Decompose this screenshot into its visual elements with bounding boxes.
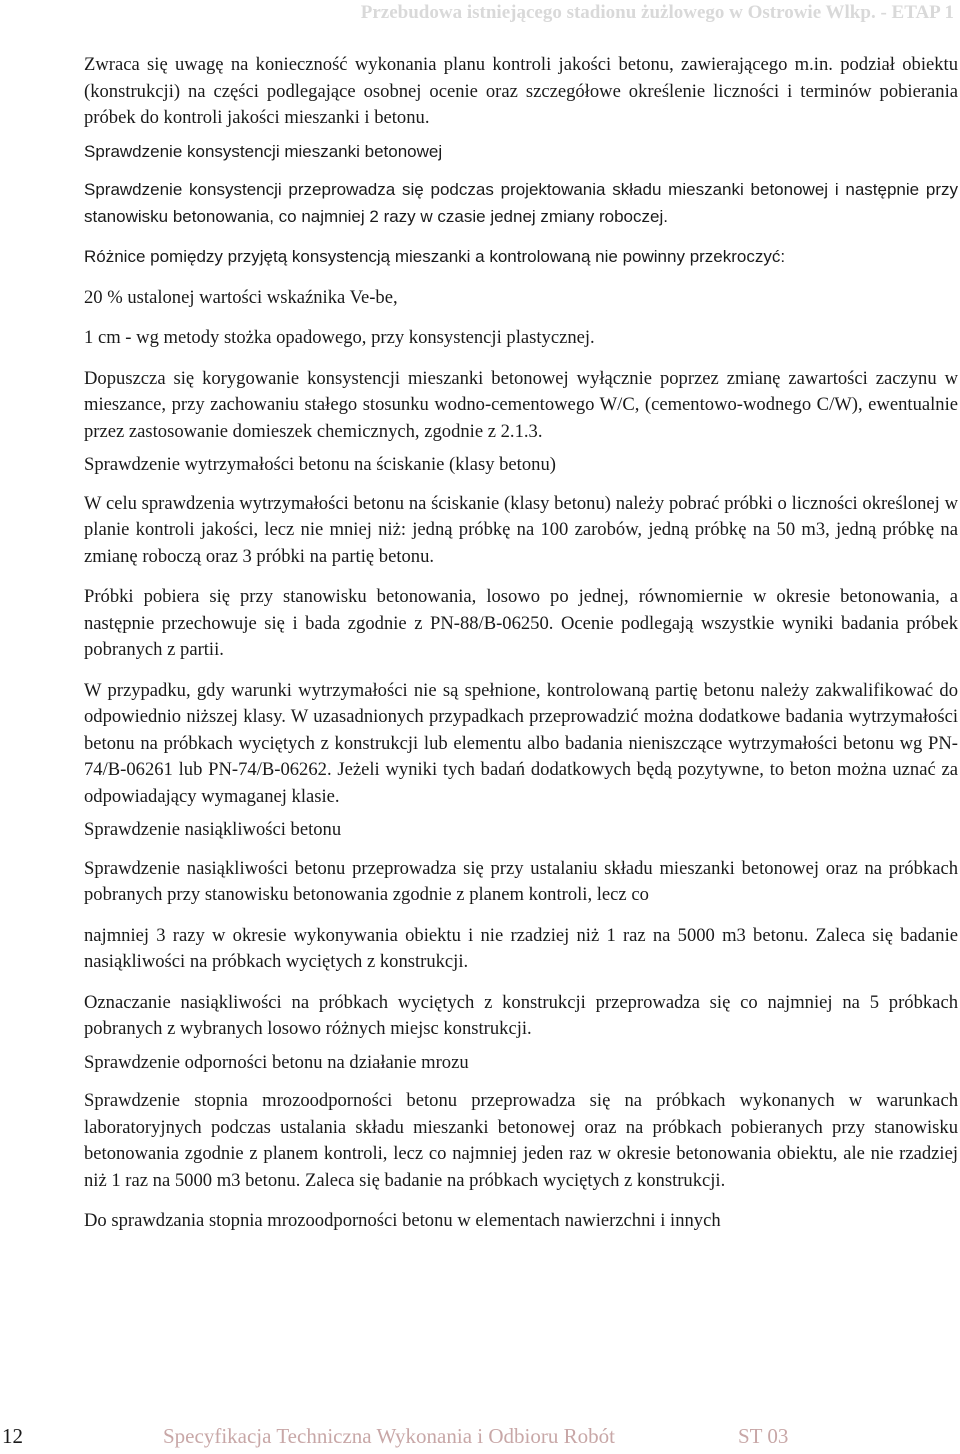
paragraph: 1 cm - wg metody stożka opadowego, przy konsystencji plastycznej. (84, 327, 595, 348)
section-heading: Sprawdzenie wytrzymałości betonu na ściskanie (klasy betonu) (84, 454, 556, 475)
running-header: Przebudowa istniejącego stadionu żużlowego w Ostrowie Wlkp. - ETAP 1 (360, 2, 954, 23)
section-heading: Sprawdzenie konsystencji mieszanki betonowej (84, 141, 443, 161)
paragraph: Sprawdzenie konsystencji przeprowadza się podczas projektowania składu mieszanki betonowej i następnie przy stanowisku betonowania, co najmniej 2 razy w czasie jednej zmiany roboczej. (84, 180, 958, 226)
paragraph: W przypadku, gdy warunki wytrzymałości nie są spełnione, kontrolowaną partię betonu należy zakwalifikować do odpowiednio niższej klasy. W uzasadnionych przypadkach przeprowadzić można dodatkowe badania wytrzymałości betonu na próbkach wyciętych z konstrukcji lub elementu albo badania nieniszczące wytrzymałości betonu wg PN-74/B-06261 lub PN-74/B-06262. Jeżeli wyniki tych badań dodatkowych będą pozytywne, to beton można uznać za odpowiadający wymaganej klasie. (84, 679, 958, 807)
paragraph: Próbki pobiera się przy stanowisku betonowania, losowo po jednej, równomiernie w okresie betonowania, a następnie przechowuje się i bada zgodnie z PN-88/B-06250. Ocenie podlegają wszystkie wyniki badania próbek pobranych z partii. (84, 586, 958, 660)
paragraph: najmniej 3 razy w okresie wykonywania obiektu i nie rzadziej niż 1 raz na 5000 m3 betonu. Zaleca się badanie nasiąkliwości na próbkach wyciętych z konstrukcji. (84, 924, 958, 972)
paragraph: Różnice pomiędzy przyjętą konsystencją mieszanki a kontrolowaną nie powinny przekroczyć: (84, 247, 786, 266)
section-heading: Sprawdzenie odporności betonu na działanie mrozu (84, 1051, 469, 1073)
paragraph: W celu sprawdzenia wytrzymałości betonu na ściskanie (klasy betonu) należy pobrać próbki o liczności określonej w planie kontroli jakości, lecz nie mniej niż: jedną próbkę na 100 zarobów, jedną próbkę na 50 m3, jedną próbkę na zmianę roboczą oraz 3 próbki na partię betonu. (84, 492, 958, 567)
paragraph: Oznaczanie nasiąkliwości na próbkach wyciętych z konstrukcji przeprowadza się co najmniej na 5 próbkach pobranych z wybranych losowo różnych miejsc konstrukcji. (84, 991, 958, 1039)
footer-document-title: Specyfikacja Techniczna Wykonania i Odbioru Robót (163, 1424, 615, 1448)
paragraph: Sprawdzenie nasiąkliwości betonu przeprowadza się przy ustalaniu składu mieszanki betonowej oraz na próbkach pobranych przy stanowisku betonowania zgodnie z planem kontroli, lecz co (84, 857, 958, 905)
section-heading: Sprawdzenie nasiąkliwości betonu (84, 819, 342, 840)
paragraph: 20 % ustalonej wartości wskaźnika Ve-be, (84, 286, 398, 308)
paragraph: Sprawdzenie stopnia mrozoodporności betonu przeprowadza się na próbkach wykonanych w warunkach laboratoryjnych podczas ustalania składu mieszanki betonowej oraz na próbkach pobieranych przy stanowisku betonowania zgodnie z planem kontroli, lecz co najmniej jeden raz w okresie betonowania obiektu, ale nie rzadziej niż 1 raz na 5000 m3 betonu. Zaleca się badanie na próbkach wyciętych z konstrukcji. (84, 1090, 958, 1191)
footer-document-code: ST 03 (738, 1424, 789, 1448)
page-number: 12 (2, 1424, 23, 1448)
paragraph: Zwraca się uwagę na konieczność wykonania planu kontroli jakości betonu, zawierającego m.in. podział obiektu (konstrukcji) na części podlegające osobnej ocenie oraz szczegółowe określenie liczności i terminów pobierania próbek do kontroli jakości mieszanki i betonu. (84, 54, 958, 128)
paragraph: Do sprawdzania stopnia mrozoodporności betonu w elementach nawierzchni i innych (84, 1210, 721, 1231)
document-body (84, 52, 958, 1235)
paragraph: Dopuszcza się korygowanie konsystencji mieszanki betonowej wyłącznie poprzez zmianę zawartości zaczynu w mieszance, przy zachowaniu stałego stosunku wodno-cementowego W/C, (cementowo-wodnego C/W), ewentualnie przez zastosowanie domieszek chemicznych, zgodnie z 2.1.3. (84, 367, 958, 442)
